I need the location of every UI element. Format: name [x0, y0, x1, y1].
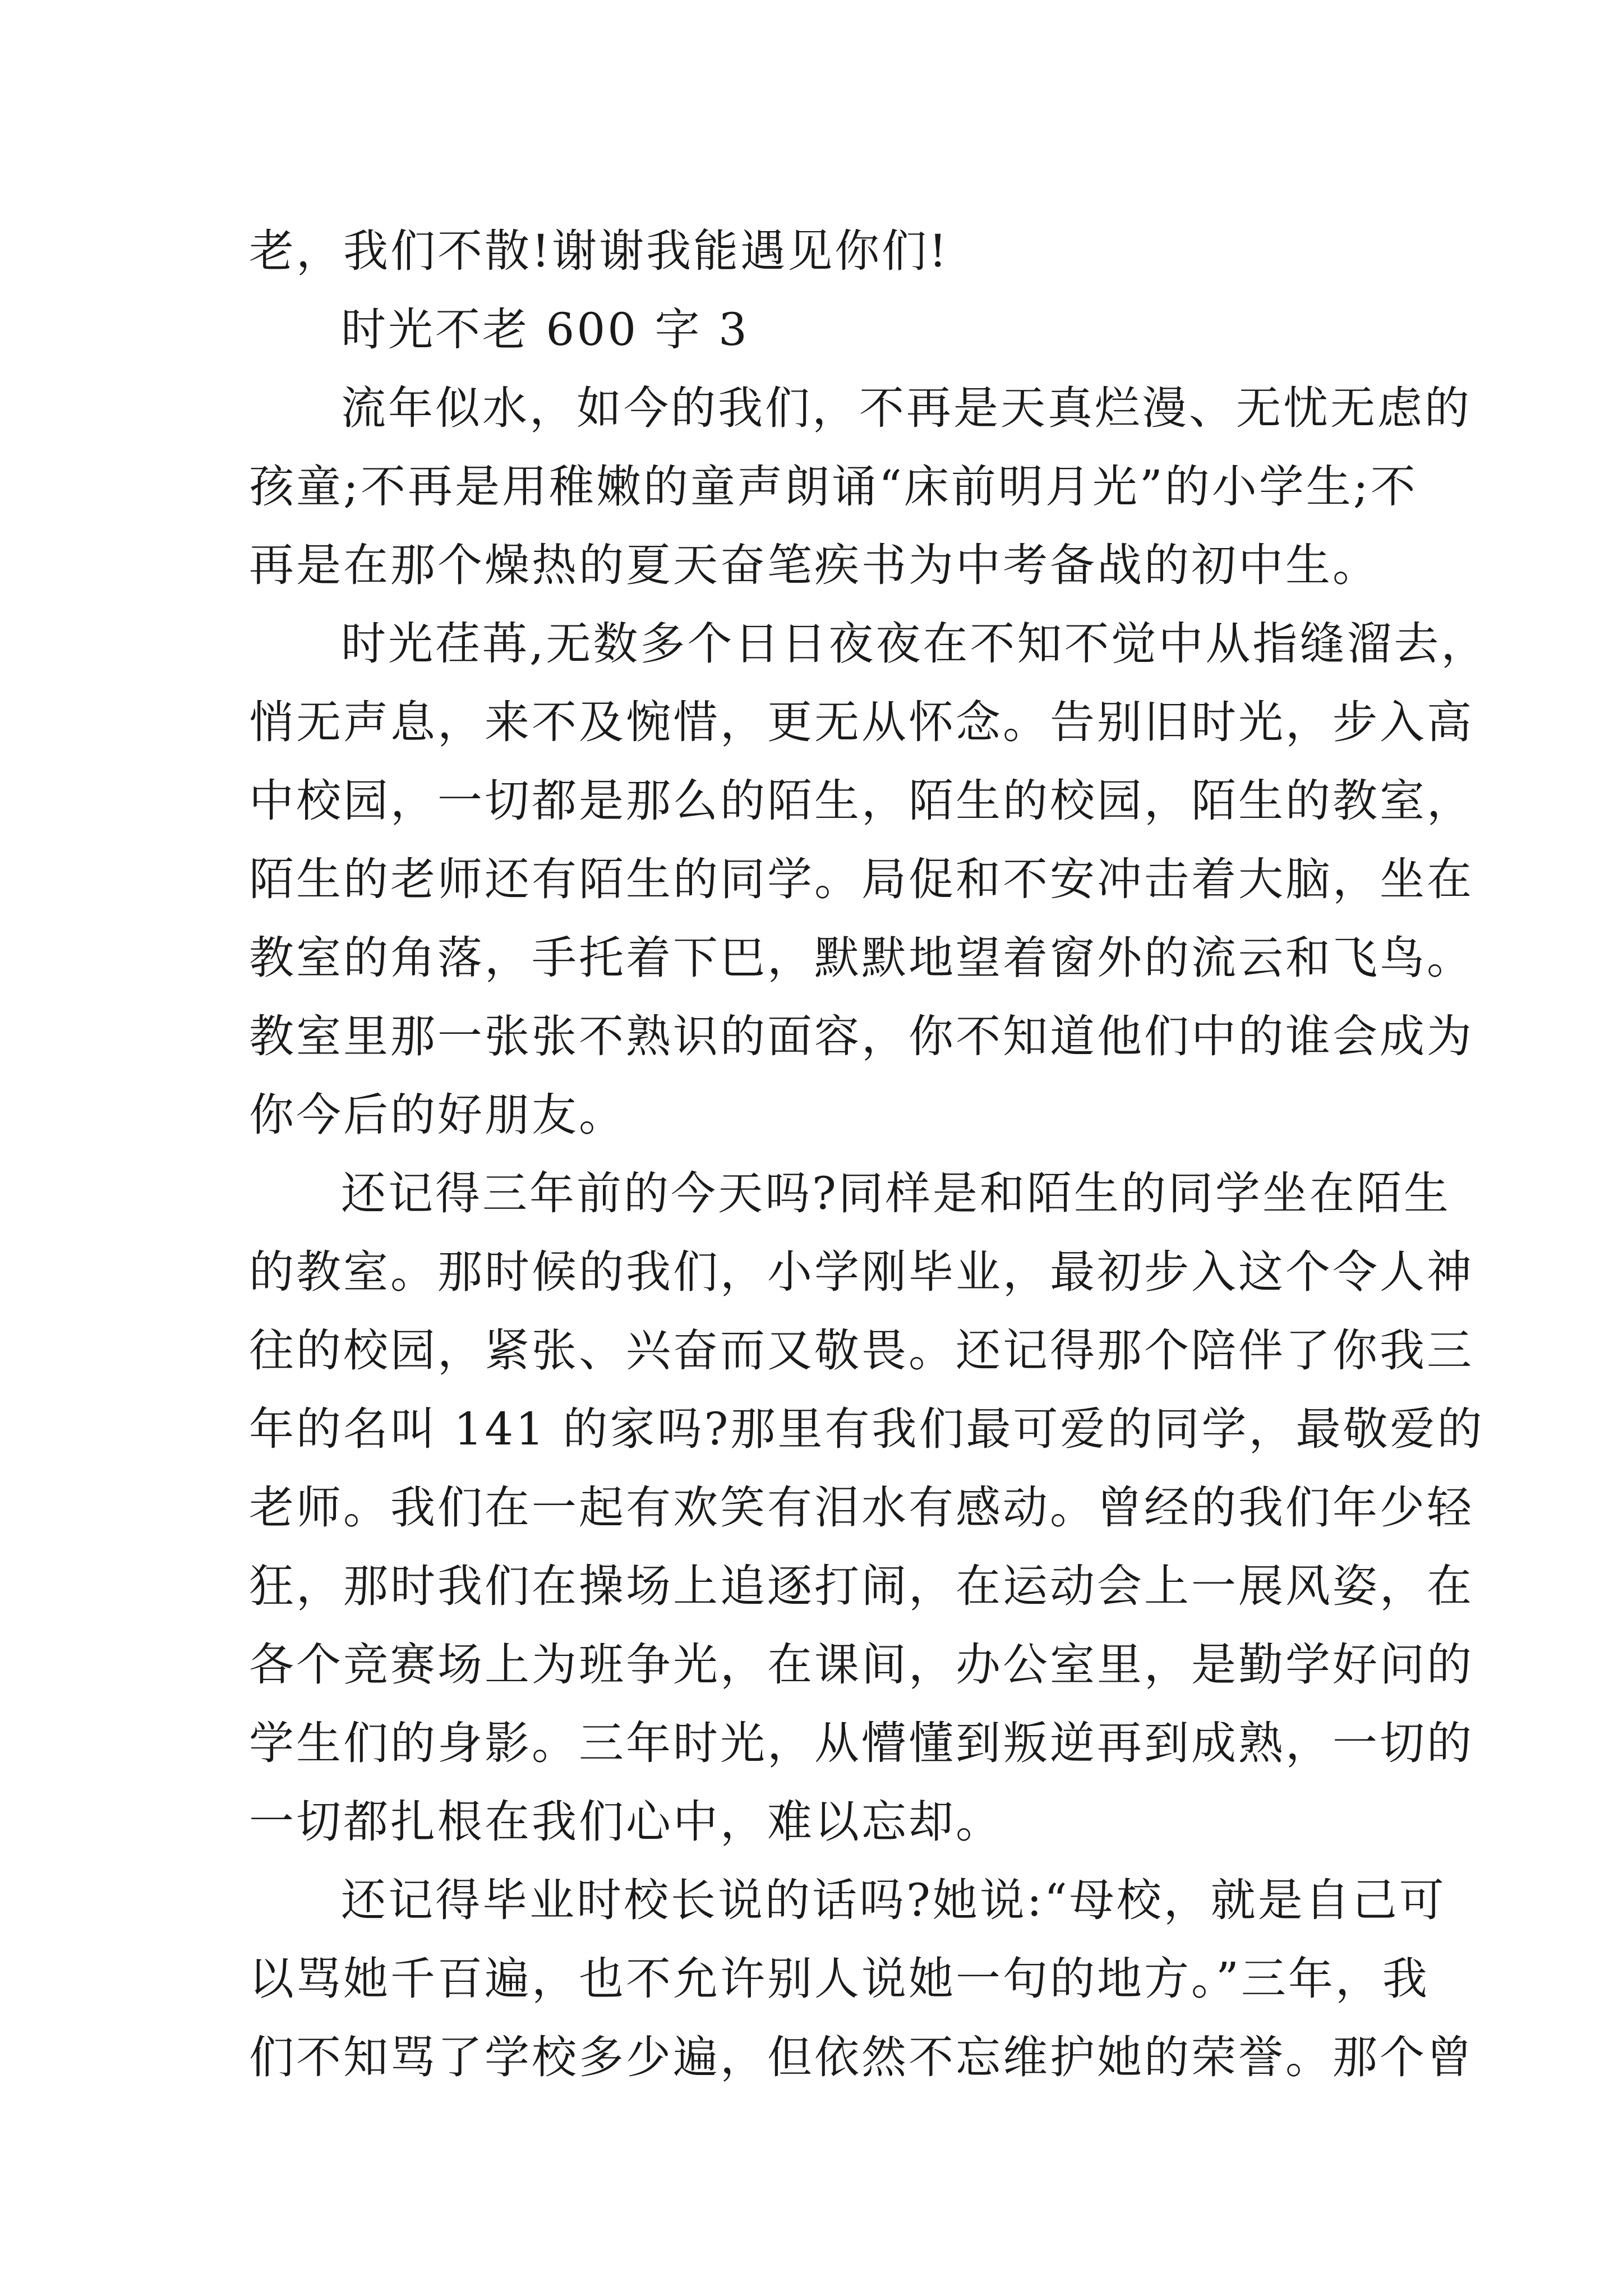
- text-line: 你今后的好朋友。: [249, 1089, 626, 1141]
- text-line: 流年似水，如今的我们，不再是天真烂漫、无忧无虑的: [341, 382, 1472, 434]
- text-line: 学生们的身影。三年时光，从懵懂到叛逆再到成熟，一切的: [249, 1717, 1474, 1769]
- text-line: 们不知骂了学校多少遍，但依然不忘维护她的荣誉。那个曾: [249, 2031, 1474, 2083]
- text-line: 以骂她千百遍，也不允许别人说她一句的地方。”三年，我: [249, 1953, 1430, 2005]
- text-line: 还记得三年前的今天吗?同样是和陌生的同学坐在陌生: [341, 1167, 1451, 1220]
- text-line: 陌生的老师还有陌生的同学。局促和不安冲击着大脑，坐在: [249, 853, 1474, 905]
- text-line: 教室的角落，手托着下巴，默默地望着窗外的流云和飞鸟。: [249, 932, 1474, 984]
- text-line: 往的校园，紧张、兴奋而又敬畏。还记得那个陪伴了你我三: [249, 1324, 1474, 1377]
- text-line: 狂，那时我们在操场上追逐打闹，在运动会上一展风姿，在: [249, 1560, 1474, 1612]
- text-line: 中校园，一切都是那么的陌生，陌生的校园，陌生的教室，: [249, 775, 1474, 827]
- section-heading: 时光不老 600 字 3: [341, 303, 749, 356]
- text-line: 各个竞赛场上为班争光，在课间，办公室里，是勤学好问的: [249, 1639, 1474, 1691]
- essay-body: [249, 212, 1488, 2097]
- text-line: 再是在那个燥热的夏天奋笔疾书为中考备战的初中生。: [249, 539, 1380, 591]
- text-line: 悄无声息，来不及惋惜，更无从怀念。告别旧时光，步入高: [249, 696, 1474, 748]
- text-line: 还记得毕业时校长说的话吗?她说:“母校，就是自己可: [341, 1874, 1446, 1926]
- text-line: 教室里那一张张不熟识的面容，你不知道他们中的谁会成为: [249, 1010, 1474, 1062]
- text-line: 孩童;不再是用稚嫩的童声朗诵“床前明月光”的小学生;不: [249, 461, 1418, 513]
- text-line: 的教室。那时候的我们，小学刚毕业，最初步入这个令人神: [249, 1246, 1474, 1298]
- text-line: 时光荏苒,无数多个日日夜夜在不知不觉中从指缝溜去，: [341, 618, 1488, 670]
- text-line: 老，我们不散!谢谢我能遇见你们!: [249, 225, 949, 277]
- text-line: 老师。我们在一起有欢笑有泪水有感动。曾经的我们年少轻: [249, 1481, 1474, 1534]
- text-line: 一切都扎根在我们心中，难以忘却。: [249, 1796, 1003, 1848]
- text-line: 年的名叫 141 的家吗?那里有我们最可爱的同学，最敬爱的: [249, 1403, 1484, 1455]
